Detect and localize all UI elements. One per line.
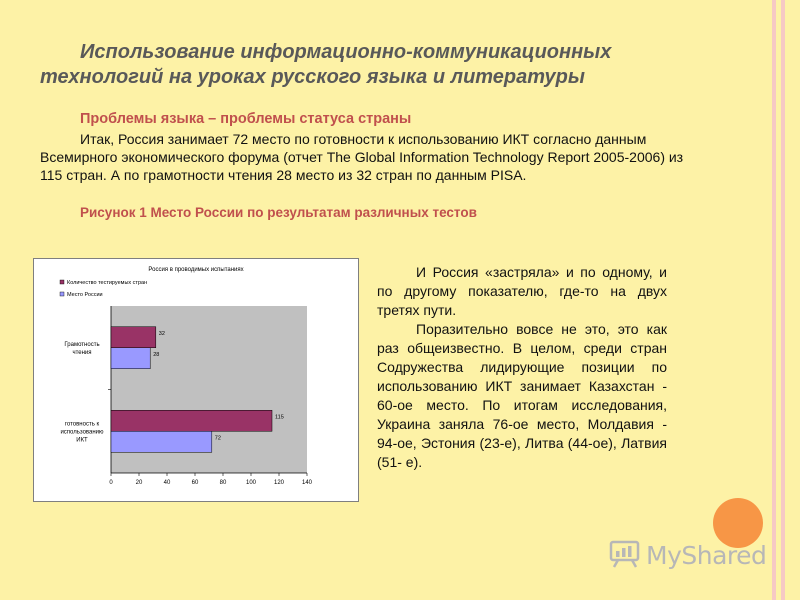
bar-2-1 bbox=[111, 410, 272, 431]
x-tick-label-120: 120 bbox=[273, 480, 285, 486]
presentation-board-icon bbox=[608, 538, 642, 573]
figure-caption: Рисунок 1 Место России по результатам различных тестов bbox=[80, 205, 477, 220]
chart bbox=[33, 258, 359, 502]
x-tick-label-60: 60 bbox=[191, 480, 199, 486]
x-tick-label-0: 0 bbox=[109, 480, 113, 486]
intro-paragraph-text: Итак, Россия занимает 72 место по готовности к использованию ИКТ согласно данным Всемирного экономического форума (отчет The Global Information Technology Report 2005-2006) из 115 стран. А по грамотности чтения 28 место из 32 стран по данным PISA. bbox=[40, 131, 684, 183]
category-label-2-1: готовность к bbox=[64, 421, 100, 428]
category-label-1-2: чтения bbox=[72, 349, 92, 356]
decor-stripe-left bbox=[772, 0, 776, 600]
section-subtitle: Проблемы языка – проблемы статуса страны bbox=[80, 111, 412, 127]
legend-swatch-1 bbox=[60, 280, 64, 284]
bar-1-1 bbox=[111, 327, 156, 348]
logo-text: MyShared bbox=[646, 540, 767, 570]
bar-label-1-2: 28 bbox=[153, 351, 160, 358]
slide-title-line1: Использование информационно-коммуникационных bbox=[80, 41, 612, 63]
x-tick-label-140: 140 bbox=[301, 480, 313, 486]
bar-1-2 bbox=[111, 348, 150, 369]
right-paragraph-2: Поразительно вовсе не это, это как раз общеизвестно. В целом, среди стран Содружества лидирующие позиции по использованию ИКТ занимает Казахстан - 60-ое место. По итогам исследования, Украина заняла 76-ое место, Молдавия - 94-ое, Эстония (23-е), Литва (44-ое), Латвия (51- е). bbox=[377, 321, 667, 470]
bar-label-2-1: 115 bbox=[275, 414, 284, 421]
bar-2-2 bbox=[111, 431, 212, 452]
x-tick-label-100: 100 bbox=[245, 480, 257, 486]
category-label-2-2: использованию bbox=[60, 429, 104, 436]
bar-label-1-1: 32 bbox=[158, 330, 165, 337]
legend-label-2: Место России bbox=[67, 292, 103, 298]
chart-svg bbox=[34, 259, 358, 501]
x-tick-label-40: 40 bbox=[163, 480, 171, 486]
legend-label-1: Количество тестируемых стран bbox=[67, 280, 148, 286]
chart-title: Россия в проводимых испытаниях bbox=[148, 267, 244, 273]
slide-title-line2: технологий на уроках русского языка и литературы bbox=[40, 66, 585, 88]
right-text-block bbox=[377, 263, 667, 472]
x-tick-label-80: 80 bbox=[219, 480, 227, 486]
intro-paragraph bbox=[40, 130, 700, 184]
decor-stripe-right bbox=[781, 0, 785, 600]
category-label-1-1: Грамотность bbox=[64, 341, 100, 348]
legend-swatch-2 bbox=[60, 292, 64, 296]
bar-label-2-2: 72 bbox=[214, 435, 221, 442]
slide-title bbox=[40, 40, 740, 90]
category-label-2-3: ИКТ bbox=[76, 437, 88, 444]
myshared-logo[interactable] bbox=[608, 538, 766, 572]
right-paragraph-1: И Россия «застряла» и по одному, и по другому показателю, где-то на двух третях пути. bbox=[377, 264, 667, 318]
x-tick-label-20: 20 bbox=[135, 480, 143, 486]
